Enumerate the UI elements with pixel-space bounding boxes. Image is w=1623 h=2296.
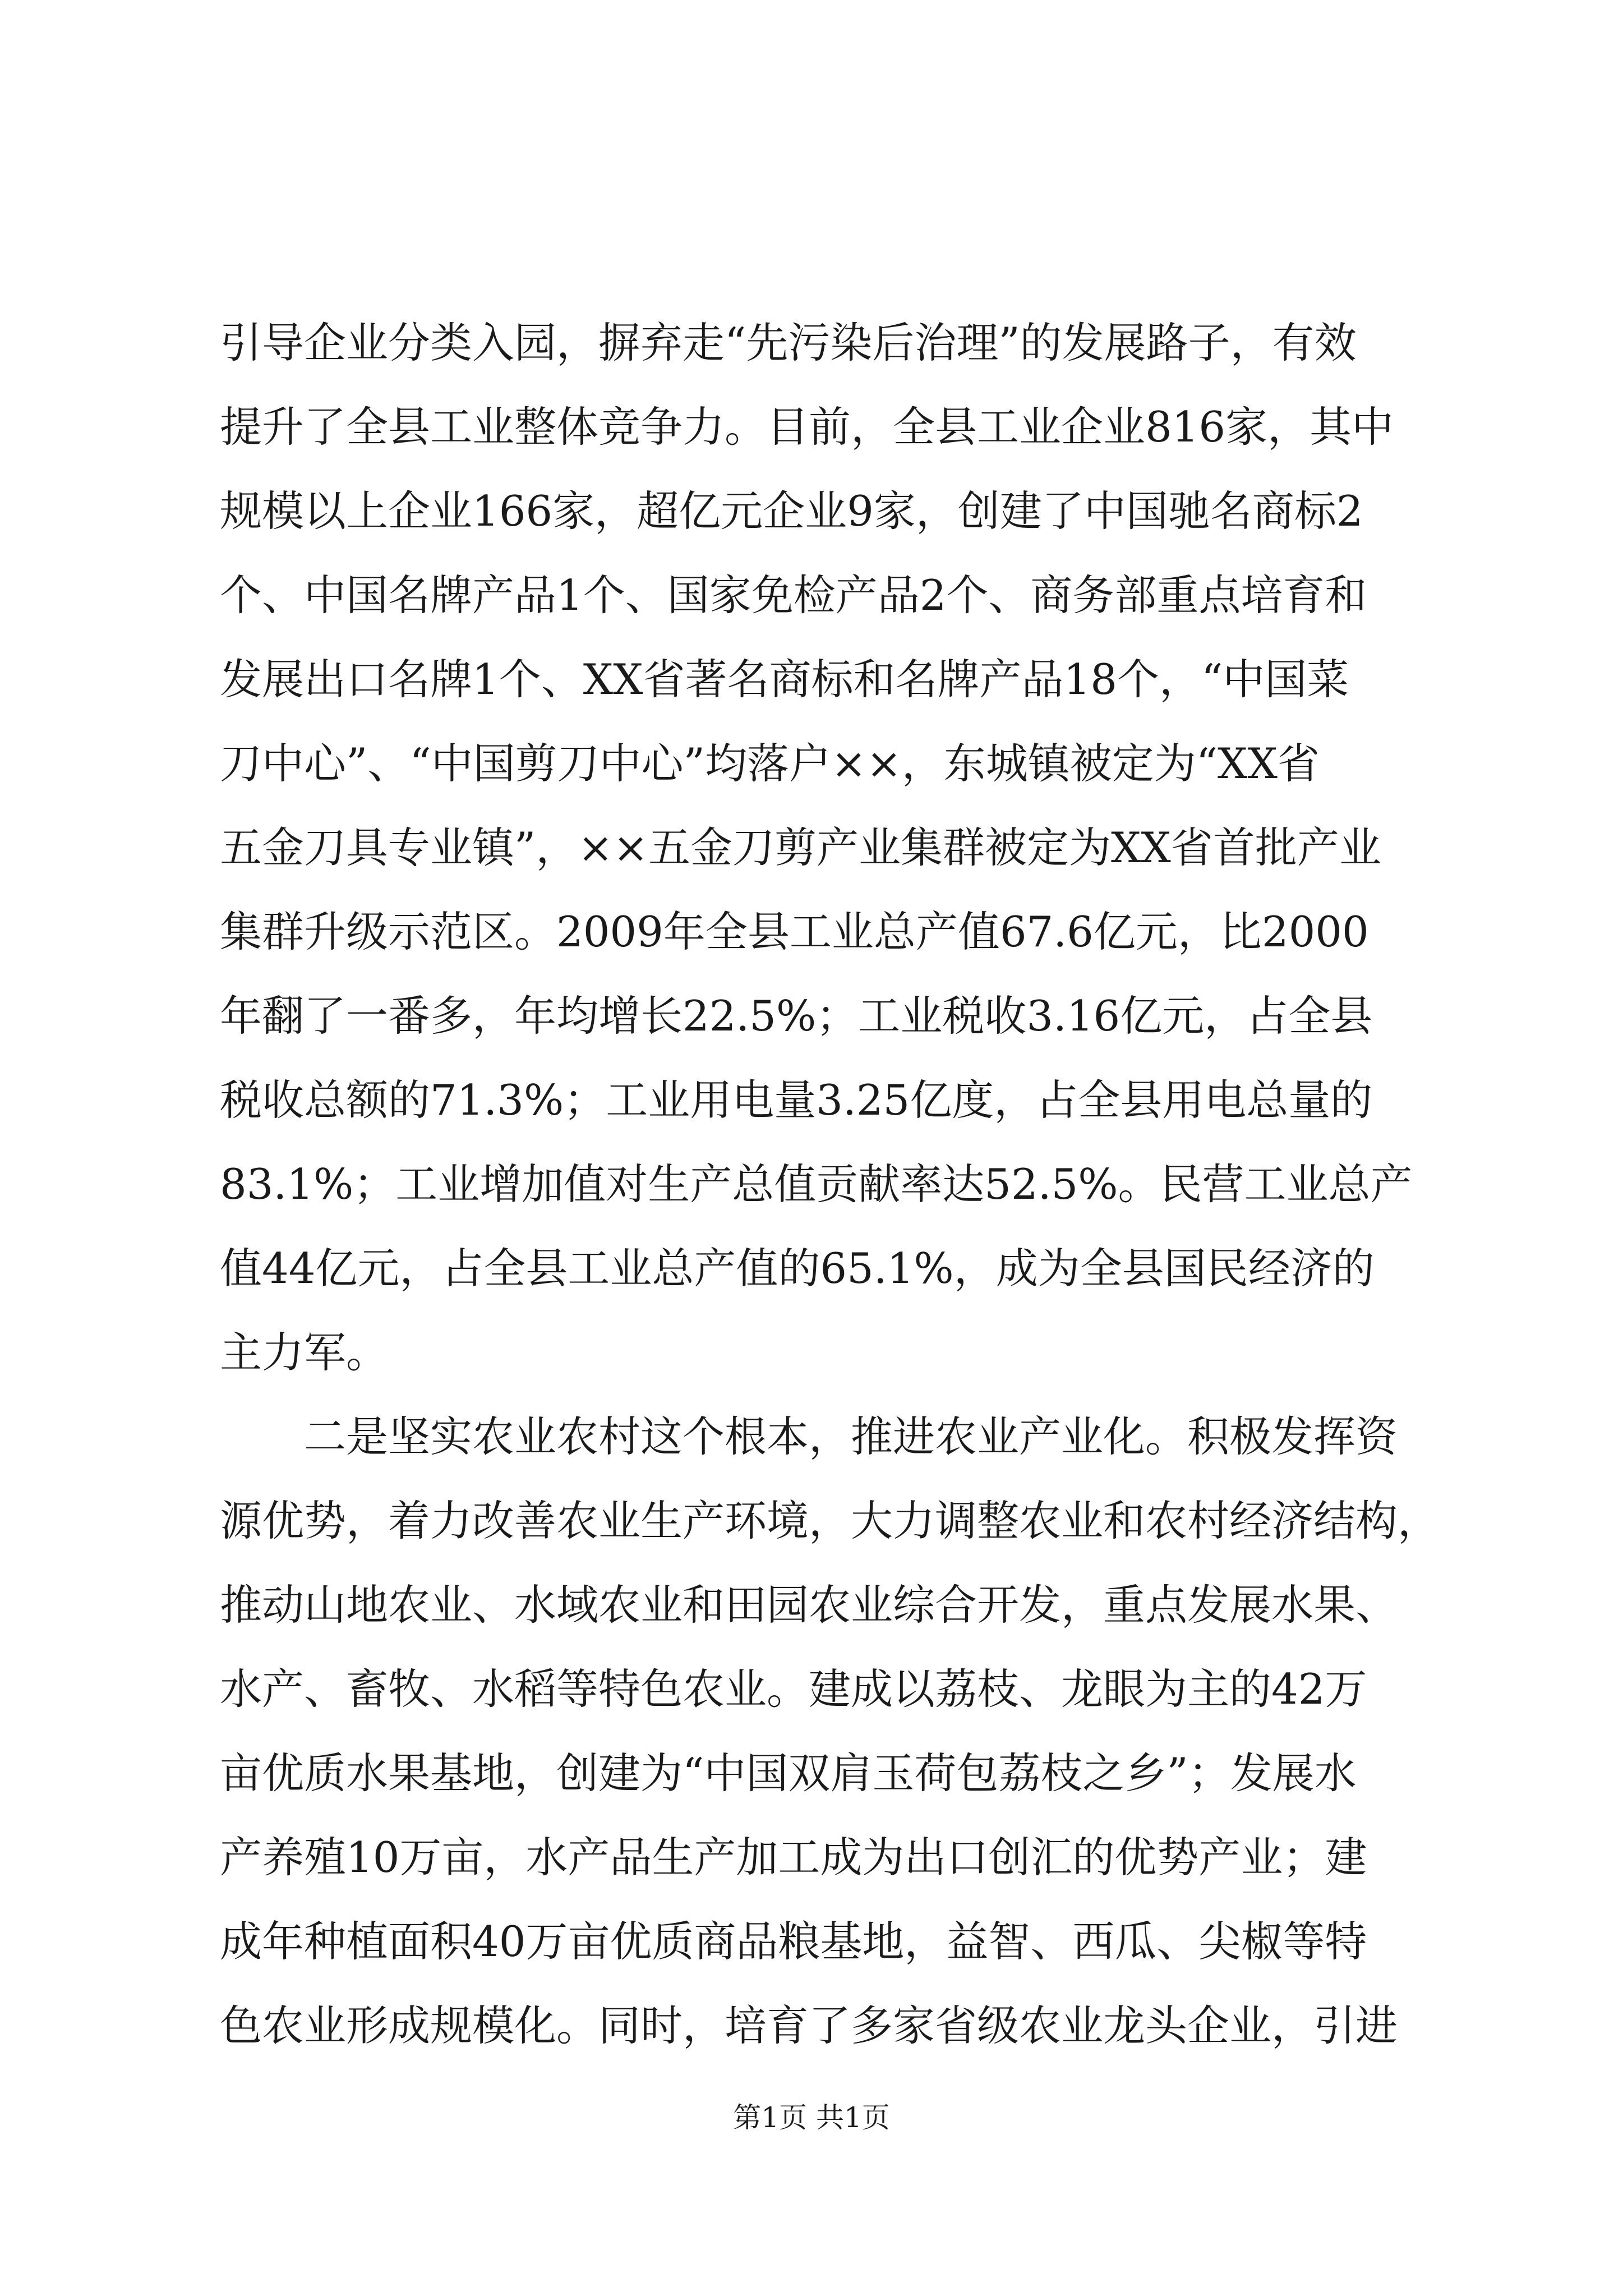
text-line: 源优势，着力改善农业生产环境，大力调整农业和农村经济结构， <box>220 1496 1440 1545</box>
text-line: 亩优质水果基地，创建为“中国双肩玉荷包荔枝之乡”；发展水 <box>220 1749 1357 1798</box>
text-line: 推动山地农业、水域农业和田园农业综合开发，重点发展水果、 <box>220 1580 1398 1630</box>
text-line: 产养殖10万亩，水产品生产加工成为出口创汇的优势产业；建 <box>220 1833 1367 1882</box>
text-line: 集群升级示范区。2009年全县工业总产值67.6亿元，比2000 <box>220 907 1369 956</box>
text-line: 规模以上企业166家，超亿元企业9家，创建了中国驰名商标2 <box>220 486 1363 536</box>
text-line: 值44亿元，占全县工业总产值的65.1%，成为全县国民经济的 <box>220 1244 1375 1293</box>
text-line: 提升了全县工业整体竞争力。目前，全县工业企业816家，其中 <box>220 402 1394 452</box>
text-line: 色农业形成规模化。同时，培育了多家省级农业龙头企业，引进 <box>220 2001 1398 2050</box>
text-line: 发展出口名牌1个、XX省著名商标和名牌产品18个，“中国菜 <box>220 655 1349 704</box>
text-line: 五金刀具专业镇”，××五金刀剪产业集群被定为XX省首批产业 <box>220 823 1381 872</box>
text-line: 主力军。 <box>220 1328 389 1377</box>
text-line: 刀中心”、“中国剪刀中心”均落户××，东城镇被定为“XX省 <box>220 739 1320 788</box>
text-line: 引导企业分类入园，摒弃走“先污染后治理”的发展路子，有效 <box>220 318 1357 367</box>
text-line: 成年种植面积40万亩优质商品粮基地，益智、西瓜、尖椒等特 <box>220 1917 1367 1966</box>
text-line: 83.1%；工业增加值对生产总值贡献率达52.5%。民营工业总产 <box>220 1159 1413 1209</box>
text-line: 水产、畜牧、水稻等特色农业。建成以荔枝、龙眼为主的42万 <box>220 1664 1367 1714</box>
text-line: 年翻了一番多，年均增长22.5%；工业税收3.16亿元，占全县 <box>220 991 1373 1041</box>
page-footer: 第1页 共1页 <box>733 2101 890 2134</box>
text-line: 税收总额的71.3%；工业用电量3.25亿度，占全县用电总量的 <box>220 1075 1373 1125</box>
text-line: 二是坚实农业农村这个根本，推进农业产业化。积极发挥资 <box>220 1412 1398 1461</box>
text-line: 个、中国名牌产品1个、国家免检产品2个、商务部重点培育和 <box>220 570 1367 620</box>
